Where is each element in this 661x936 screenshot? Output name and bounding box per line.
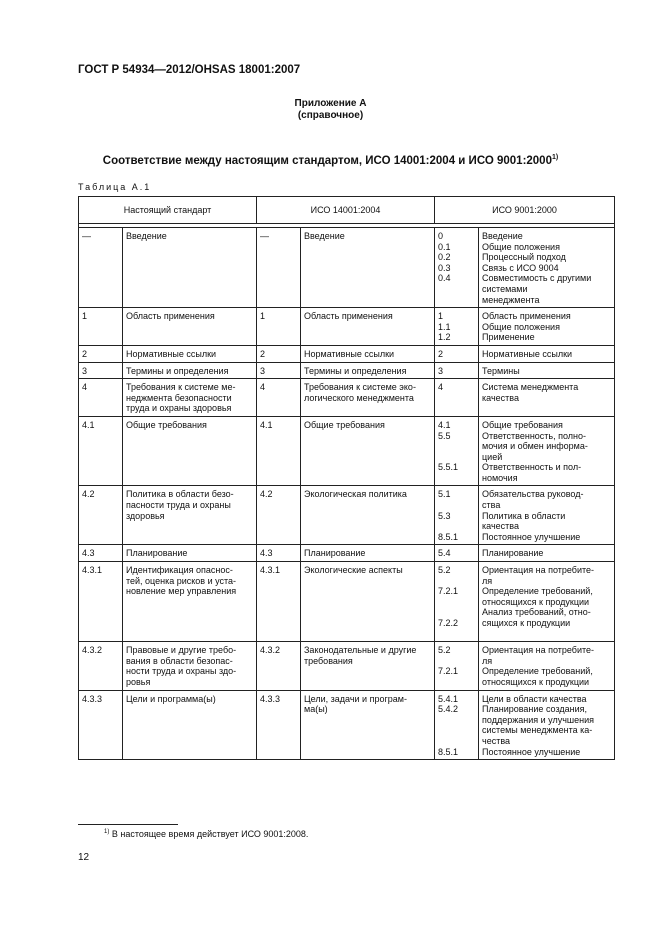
cell-iso9001-clause	[435, 642, 479, 690]
cell-line: Общие требования	[482, 419, 563, 430]
cell-std-clause	[79, 562, 123, 642]
cell-line: Планирование	[126, 548, 188, 559]
cell-line: чества	[482, 735, 511, 746]
cell-line	[438, 452, 475, 463]
cell-line: 4.3.2	[260, 645, 281, 656]
cell-line: Цели, задачи и програм-	[304, 693, 407, 704]
cell-iso9001-clause	[435, 228, 479, 308]
cell-line: 7.2.1	[438, 586, 459, 597]
cell-iso9001-clause	[435, 545, 479, 562]
cell-iso9001-title	[479, 379, 615, 417]
cell-iso14001-clause	[257, 228, 301, 308]
table-row	[79, 690, 615, 760]
cell-line: 0.1	[438, 241, 451, 252]
header-this-standard: Настоящий стандарт	[79, 197, 257, 224]
cell-std-clause	[79, 690, 123, 760]
cell-line: 2	[82, 348, 88, 359]
cell-line	[438, 441, 475, 452]
cell-line: 4.3	[82, 548, 95, 559]
cell-line: Общие положения	[482, 241, 560, 252]
annex-title: Приложение А	[294, 98, 367, 109]
table-row	[79, 416, 615, 486]
cell-std-clause	[79, 362, 123, 379]
table-row	[79, 362, 615, 379]
cell-std-clause	[79, 545, 123, 562]
cell-line: тей, оценка рисков и уста-	[126, 575, 237, 586]
cell-line: Область применения	[126, 311, 215, 322]
cell-iso14001-title	[301, 362, 435, 379]
cell-line	[438, 607, 475, 618]
cell-line: Планирование	[482, 548, 544, 559]
cell-std-clause	[79, 416, 123, 486]
cell-line: 4.2	[82, 489, 95, 500]
cell-line	[438, 597, 475, 608]
correspondence-table	[78, 196, 615, 760]
cell-line	[438, 677, 475, 688]
cell-iso14001-clause	[257, 642, 301, 690]
cell-iso14001-clause	[257, 562, 301, 642]
cell-iso9001-clause	[435, 562, 479, 642]
cell-line: 7.2.1	[438, 666, 459, 677]
cell-line: Введение	[126, 231, 167, 241]
cell-iso9001-title	[479, 486, 615, 545]
cell-line: 4.3.1	[82, 565, 103, 576]
cell-line: Правовые и другие требо-	[126, 645, 237, 656]
cell-line: Экологические аспекты	[304, 565, 403, 576]
cell-line: менеджмента	[482, 294, 540, 305]
cell-line: поддержания и улучшения	[482, 714, 594, 725]
cell-std-clause	[79, 228, 123, 308]
table-title-footnote-mark: 1)	[551, 154, 559, 161]
cell-line: 2	[260, 348, 266, 359]
cell-line	[438, 725, 475, 736]
cell-line: Нормативные ссылки	[482, 348, 573, 359]
footnote-text: В настоящее время действует ИСО 9001:2008.	[109, 829, 309, 839]
cell-std-clause	[79, 308, 123, 346]
cell-line: Требования к системе эко-	[304, 382, 416, 393]
cell-line: 4	[260, 382, 266, 393]
cell-line: 4	[82, 382, 88, 393]
cell-iso14001-clause	[257, 486, 301, 545]
cell-iso9001-title	[479, 308, 615, 346]
cell-line: Идентификация опаснос-	[126, 565, 233, 576]
cell-iso14001-title	[301, 545, 435, 562]
cell-line: Цели и программа(ы)	[126, 693, 216, 704]
table-row	[79, 562, 615, 642]
cell-line: Введение	[482, 231, 523, 241]
cell-iso9001-title	[479, 545, 615, 562]
cell-iso9001-title	[479, 690, 615, 760]
cell-line: Политика в области	[482, 510, 566, 521]
cell-line: Область применения	[482, 311, 571, 322]
cell-line: ля	[482, 655, 493, 666]
cell-line: вания в области безопас-	[126, 655, 233, 666]
cell-iso9001-title	[479, 416, 615, 486]
cell-line: Термины и определения	[304, 365, 407, 376]
cell-line: Ориентация на потребите-	[482, 565, 595, 576]
cell-line	[438, 576, 475, 587]
cell-line: 3	[438, 365, 444, 376]
cell-line: качества	[482, 521, 519, 532]
cell-line: 5.4	[438, 548, 451, 559]
cell-line: —	[260, 231, 269, 241]
cell-std-title	[123, 345, 257, 362]
cell-line: 1.1	[438, 321, 451, 332]
footnote-mark: 1)	[104, 829, 110, 835]
cell-line: Определение требований,	[482, 666, 593, 677]
page-number: 12	[78, 852, 90, 863]
cell-iso9001-title	[479, 642, 615, 690]
cell-iso9001-title	[479, 228, 615, 308]
table-row	[79, 345, 615, 362]
cell-line: ма(ы)	[304, 704, 328, 715]
table-title-text: Соответствие между настоящим стандартом, ИСО 14001:2004 и ИСО 9001:2000	[102, 154, 552, 167]
table-title	[0, 154, 661, 167]
table-row	[79, 308, 615, 346]
cell-line: 8.5.1	[438, 746, 459, 757]
cell-line: Планирование	[304, 548, 366, 559]
cell-line: Связь с ИСО 9004	[482, 262, 559, 273]
footnote	[104, 829, 308, 839]
cell-iso14001-clause	[257, 416, 301, 486]
cell-line: 4.3.3	[260, 693, 281, 704]
cell-line: 5.2	[438, 565, 451, 576]
cell-std-title	[123, 486, 257, 545]
cell-iso14001-clause	[257, 362, 301, 379]
cell-line: 0.4	[438, 273, 451, 284]
cell-line: —	[82, 231, 91, 241]
cell-line: Применение	[482, 332, 535, 343]
cell-line: Обязательства руковод-	[482, 489, 584, 500]
cell-std-title	[123, 642, 257, 690]
cell-line	[438, 473, 475, 484]
cell-std-clause	[79, 345, 123, 362]
cell-line: Определение требований,	[482, 586, 593, 597]
cell-line: Введение	[304, 231, 345, 241]
cell-line: 3	[260, 365, 266, 376]
cell-line: 4.3	[260, 548, 273, 559]
cell-line: Экологическая политика	[304, 489, 407, 500]
cell-std-title	[123, 362, 257, 379]
table-row	[79, 486, 615, 545]
cell-line: Термины и определения	[126, 365, 229, 376]
cell-line: Общие требования	[304, 419, 385, 430]
cell-line: 4.2	[260, 489, 273, 500]
cell-iso14001-title	[301, 690, 435, 760]
cell-line: 4	[438, 382, 444, 393]
cell-std-clause	[79, 486, 123, 545]
table-row	[79, 642, 615, 690]
cell-line: 0.2	[438, 252, 451, 263]
cell-line: качества	[482, 392, 519, 403]
cell-iso14001-clause	[257, 308, 301, 346]
cell-std-title	[123, 308, 257, 346]
cell-line: логического менеджмента	[304, 392, 414, 403]
cell-std-title	[123, 228, 257, 308]
cell-line: Система менеджмента	[482, 382, 579, 393]
table-row	[79, 379, 615, 417]
cell-line: Постоянное улучшение	[482, 746, 581, 757]
cell-std-title	[123, 545, 257, 562]
cell-line: 0	[438, 231, 444, 241]
cell-iso9001-title	[479, 362, 615, 379]
cell-line	[438, 736, 475, 747]
cell-iso14001-clause	[257, 545, 301, 562]
cell-line: Ответственность, полно-	[482, 430, 587, 441]
cell-iso9001-clause	[435, 416, 479, 486]
cell-line: 1	[260, 311, 266, 322]
cell-line: Законодательные и другие	[304, 645, 417, 656]
cell-line: Политика в области безо-	[126, 489, 234, 500]
header-iso-9001: ИСО 9001:2000	[435, 197, 615, 224]
cell-line: 7.2.2	[438, 618, 459, 628]
cell-iso9001-clause	[435, 362, 479, 379]
cell-line: Общие требования	[126, 419, 207, 430]
cell-iso14001-title	[301, 486, 435, 545]
cell-line: Постоянное улучшение	[482, 531, 581, 542]
cell-std-clause	[79, 379, 123, 417]
cell-line: 1	[82, 311, 88, 322]
cell-line: Анализ требований, отно-	[482, 607, 591, 618]
cell-line: Нормативные ссылки	[304, 348, 395, 359]
cell-iso14001-title	[301, 379, 435, 417]
footnote-divider	[78, 824, 178, 825]
cell-line: 0.3	[438, 262, 451, 273]
cell-line: неджмента безопасности	[126, 392, 232, 403]
cell-line: 4.1	[82, 419, 95, 430]
cell-line: 8.5.1	[438, 531, 459, 542]
cell-iso9001-clause	[435, 486, 479, 545]
cell-iso9001-clause	[435, 308, 479, 346]
cell-iso9001-title	[479, 562, 615, 642]
table-label: Таблица А.1	[78, 182, 152, 192]
cell-line: ства	[482, 500, 501, 511]
cell-iso9001-clause	[435, 345, 479, 362]
cell-line: мочия и обмен информа-	[482, 441, 588, 452]
cell-line: Цели в области качества	[482, 693, 587, 704]
cell-iso14001-title	[301, 345, 435, 362]
cell-line: 5.4.1	[438, 693, 459, 704]
annex-note: (справочное)	[297, 110, 364, 121]
cell-line: 4.1	[438, 419, 451, 430]
cell-line: 5.1	[438, 489, 451, 500]
cell-line: 2	[438, 348, 444, 359]
cell-line: Ориентация на потребите-	[482, 645, 595, 656]
cell-line: Термины	[482, 365, 520, 376]
cell-line: труда и охраны здоровья	[126, 403, 232, 414]
cell-line	[438, 715, 475, 726]
cell-iso14001-title	[301, 228, 435, 308]
cell-line: 5.3	[438, 510, 451, 521]
cell-iso14001-title	[301, 562, 435, 642]
table-row	[79, 545, 615, 562]
cell-line: новление мер управления	[126, 586, 237, 597]
cell-iso9001-clause	[435, 379, 479, 417]
cell-line: здоровья	[126, 510, 165, 521]
cell-line: Область применения	[304, 311, 393, 322]
cell-iso14001-title	[301, 642, 435, 690]
cell-line	[482, 629, 611, 640]
cell-line: ля	[482, 575, 493, 586]
cell-line: 1	[438, 311, 444, 322]
cell-line: относящихся к продукции	[482, 596, 590, 607]
cell-line: относящихся к продукции	[482, 676, 590, 687]
cell-line: 5.5	[438, 430, 451, 441]
cell-iso14001-title	[301, 308, 435, 346]
cell-std-title	[123, 562, 257, 642]
cell-line	[438, 656, 475, 667]
cell-line: Совместимость с другими	[482, 273, 592, 284]
cell-line: сящихся к продукции	[482, 618, 571, 628]
cell-line: 5.4.2	[438, 704, 459, 715]
table-row	[79, 228, 615, 308]
cell-line: 1.2	[438, 332, 451, 343]
cell-line: ности труда и охраны здо-	[126, 666, 237, 677]
cell-line: ровья	[126, 676, 151, 687]
cell-std-clause	[79, 642, 123, 690]
cell-line: 4.3.2	[82, 645, 103, 656]
cell-line: 5.2	[438, 645, 451, 656]
cell-iso14001-clause	[257, 345, 301, 362]
cell-line: 4.3.1	[260, 565, 281, 576]
cell-line: Процессный подход	[482, 252, 566, 263]
cell-std-title	[123, 416, 257, 486]
cell-line: Требования к системе ме-	[126, 382, 236, 393]
cell-line: 4.3.3	[82, 693, 103, 704]
cell-iso14001-clause	[257, 690, 301, 760]
cell-line: цией	[482, 451, 503, 462]
cell-line	[438, 629, 475, 640]
cell-line: Ответственность и пол-	[482, 462, 582, 473]
cell-iso9001-clause	[435, 690, 479, 760]
cell-line	[438, 500, 475, 511]
cell-line: пасности труда и охраны	[126, 500, 231, 511]
cell-line: Общие положения	[482, 321, 560, 332]
table-header-row	[79, 197, 615, 224]
cell-line: Планирование создания,	[482, 704, 588, 715]
document-header: ГОСТ Р 54934—2012/OHSAS 18001:2007	[78, 64, 301, 76]
cell-line: требования	[304, 655, 353, 666]
cell-line: 4.1	[260, 419, 273, 430]
header-iso-14001: ИСО 14001:2004	[257, 197, 435, 224]
cell-line: системами	[482, 283, 528, 294]
cell-line: 5.5.1	[438, 462, 459, 473]
cell-line: Нормативные ссылки	[126, 348, 217, 359]
cell-std-title	[123, 690, 257, 760]
cell-line	[438, 521, 475, 532]
cell-iso9001-title	[479, 345, 615, 362]
cell-iso14001-title	[301, 416, 435, 486]
annex-heading	[0, 98, 661, 122]
cell-std-title	[123, 379, 257, 417]
cell-iso14001-clause	[257, 379, 301, 417]
cell-line: номочия	[482, 472, 518, 483]
cell-line: системы менеджмента ка-	[482, 725, 593, 736]
cell-line: 3	[82, 365, 88, 376]
